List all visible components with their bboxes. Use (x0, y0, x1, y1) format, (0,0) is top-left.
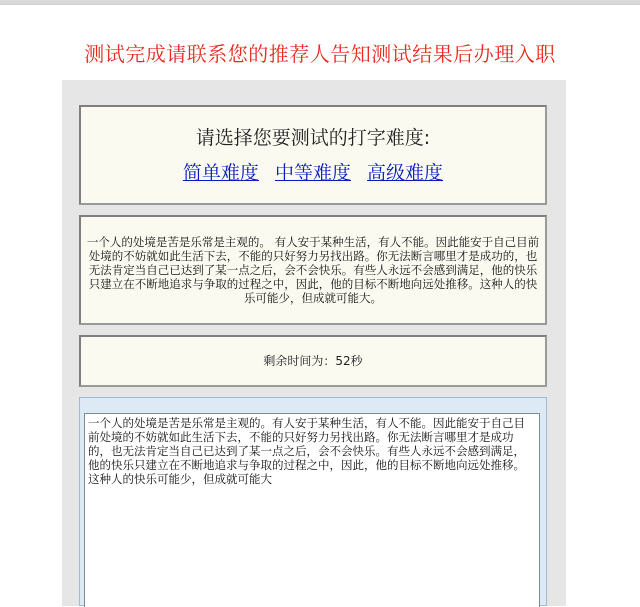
difficulty-selector (79, 105, 547, 205)
reference-passage: 一个人的处境是苦是乐常是主观的。 有人安于某种生活，有人不能。因此能安于自己目前处境的不妨就如此生活下去，不能的只好努力另找出路。你无法断言哪里才是成功的，也无法肯定当自己已达到了某一点之后，会不会快乐。有些人永远不会感到满足，他的快乐只建立在不断地追求与争取的过程之中，因此，他的目标不断地向远处推移。这种人的快乐可能少，但成就可能大。 (86, 235, 540, 305)
typing-input[interactable] (84, 413, 540, 607)
reference-passage-box (79, 215, 547, 325)
typing-test-panel (62, 80, 566, 606)
medium-difficulty-link[interactable]: 中等难度 (274, 162, 351, 184)
difficulty-title: 请选择您要测试的打字难度: (195, 127, 431, 149)
remaining-time: 剩余时间为：52秒 (263, 354, 363, 368)
typing-input-container (79, 397, 547, 606)
notice-banner: 测试完成请联系您的推荐人告知测试结果后办理入职 (84, 42, 556, 66)
easy-difficulty-link[interactable]: 简单难度 (182, 162, 259, 184)
difficulty-options (81, 158, 545, 185)
hard-difficulty-link[interactable]: 高级难度 (367, 162, 444, 184)
timer-box (79, 335, 547, 387)
top-border (0, 0, 640, 5)
